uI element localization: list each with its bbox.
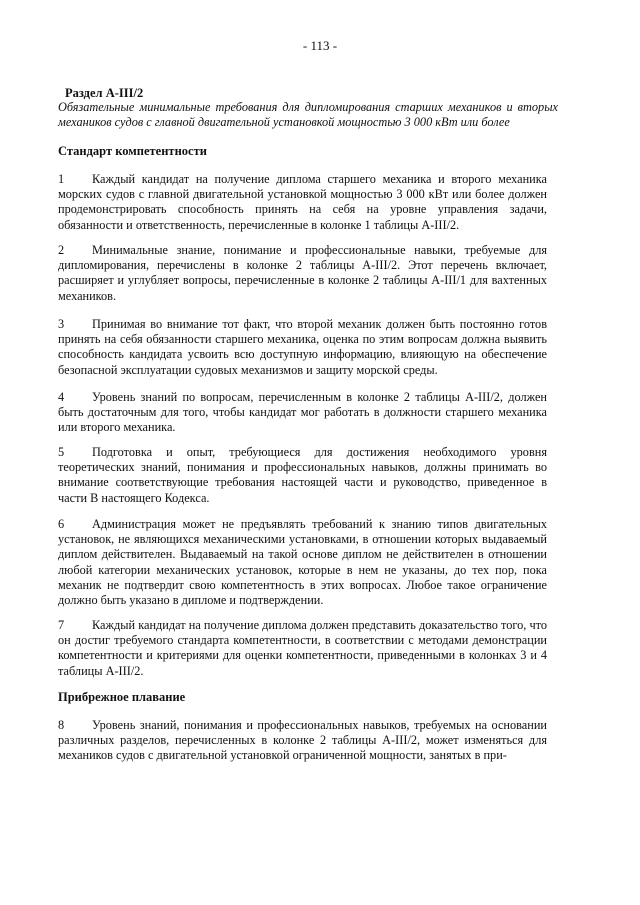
paragraph-number: 7: [58, 618, 65, 632]
paragraph-text: Уровень знаний, понимания и профессиональных навыков, требуемых на основании различных разделов, перечисленных в колонке 2 таблицы A-III/2, может изменяться для механиков судов с двигательной установкой ограниченной мощности, занятых в при-: [58, 718, 547, 763]
paragraph-number: 4: [58, 390, 65, 404]
paragraph-number: 5: [58, 445, 65, 459]
paragraph-text: Минимальные знание, понимание и профессиональные навыки, требуемые для дипломирования, перечислены в колонке 2 таблицы A-III/2. Этот перечень включает, расширяет и углубляет вопросы, перечисленные в колонке 2 таблицы A-III/1 для вахтенных механиков.: [58, 243, 547, 303]
paragraph-number: 3: [58, 317, 65, 331]
paragraph-number: 2: [58, 243, 65, 257]
paragraph-4: [58, 390, 547, 436]
paragraph-3: [58, 317, 547, 378]
paragraph-1: [58, 172, 547, 233]
paragraph-text: Каждый кандидат на получение диплома старшего механика и второго механика морских судов с главной двигательной установкой мощностью 3 000 кВт или более должен продемонстрировать способность принять на себя на уровне управления задачи, обязанности и ответственность, перечисленные в колонке 1 таблицы A-III/2.: [58, 172, 547, 232]
paragraph-5: [58, 445, 547, 506]
paragraph-2: [58, 243, 547, 304]
paragraph-6: [58, 517, 547, 608]
paragraph-number: 6: [58, 517, 65, 531]
paragraph-number: 8: [58, 718, 65, 732]
paragraph-text: Подготовка и опыт, требующиеся для достижения необходимого уровня теоретических знаний, понимания и профессиональных навыков, должны принимать во внимание соответствующие требования настоящей части и руководство, приведенное в части B настоящего Кодекса.: [58, 445, 547, 505]
paragraph-text: Уровень знаний по вопросам, перечисленным в колонке 2 таблицы A-III/2, должен быть достаточным для того, чтобы кандидат мог работать в должности старшего механика или второго механика.: [58, 390, 547, 435]
coastal-heading: Прибрежное плавание: [58, 690, 186, 704]
paragraph-text: Администрация может не предъявлять требований к знанию типов двигательных установок, не являющихся механическими установками, в отношении которых выдаваемый диплом действителен. Выдаваемый на такой основе диплом не действителен в отношении любой категории механических установок, которые в нем не указаны, до тех пор, пока механик не подтвердит свою компетентность в этих вопросах. Любое такое ограничение должно быть указано в дипломе и подтверждении.: [58, 517, 547, 608]
section-title: Раздел A-III/2: [65, 86, 144, 100]
competence-heading: Стандарт компетентности: [58, 144, 207, 158]
paragraph-8: [58, 718, 547, 764]
page-number: - 113 -: [302, 38, 338, 53]
section-subtitle: Обязательные минимальные требования для дипломирования старших механиков и вторых механиков судов с главной двигательной установкой мощностью 3 000 кВт или более: [58, 100, 558, 130]
paragraph-text: Каждый кандидат на получение диплома должен представить доказательство того, что он достиг требуемого стандарта компетентности, в соответствии с методами демонстрации компетентности и критериями для оценки компетентности, приведенными в колонках 3 и 4 таблицы A-III/2.: [58, 618, 547, 678]
paragraph-7: [58, 618, 547, 679]
paragraph-number: 1: [58, 172, 65, 186]
paragraph-text: Принимая во внимание тот факт, что второй механик должен быть постоянно готов принять на себя обязанности старшего механика, оценка по этим вопросам должна выявить способность кандидата усвоить всю доступную информацию, влияющую на обеспечение безопасной эксплуатации судовых механизмов и защиту морской среды.: [58, 317, 547, 377]
